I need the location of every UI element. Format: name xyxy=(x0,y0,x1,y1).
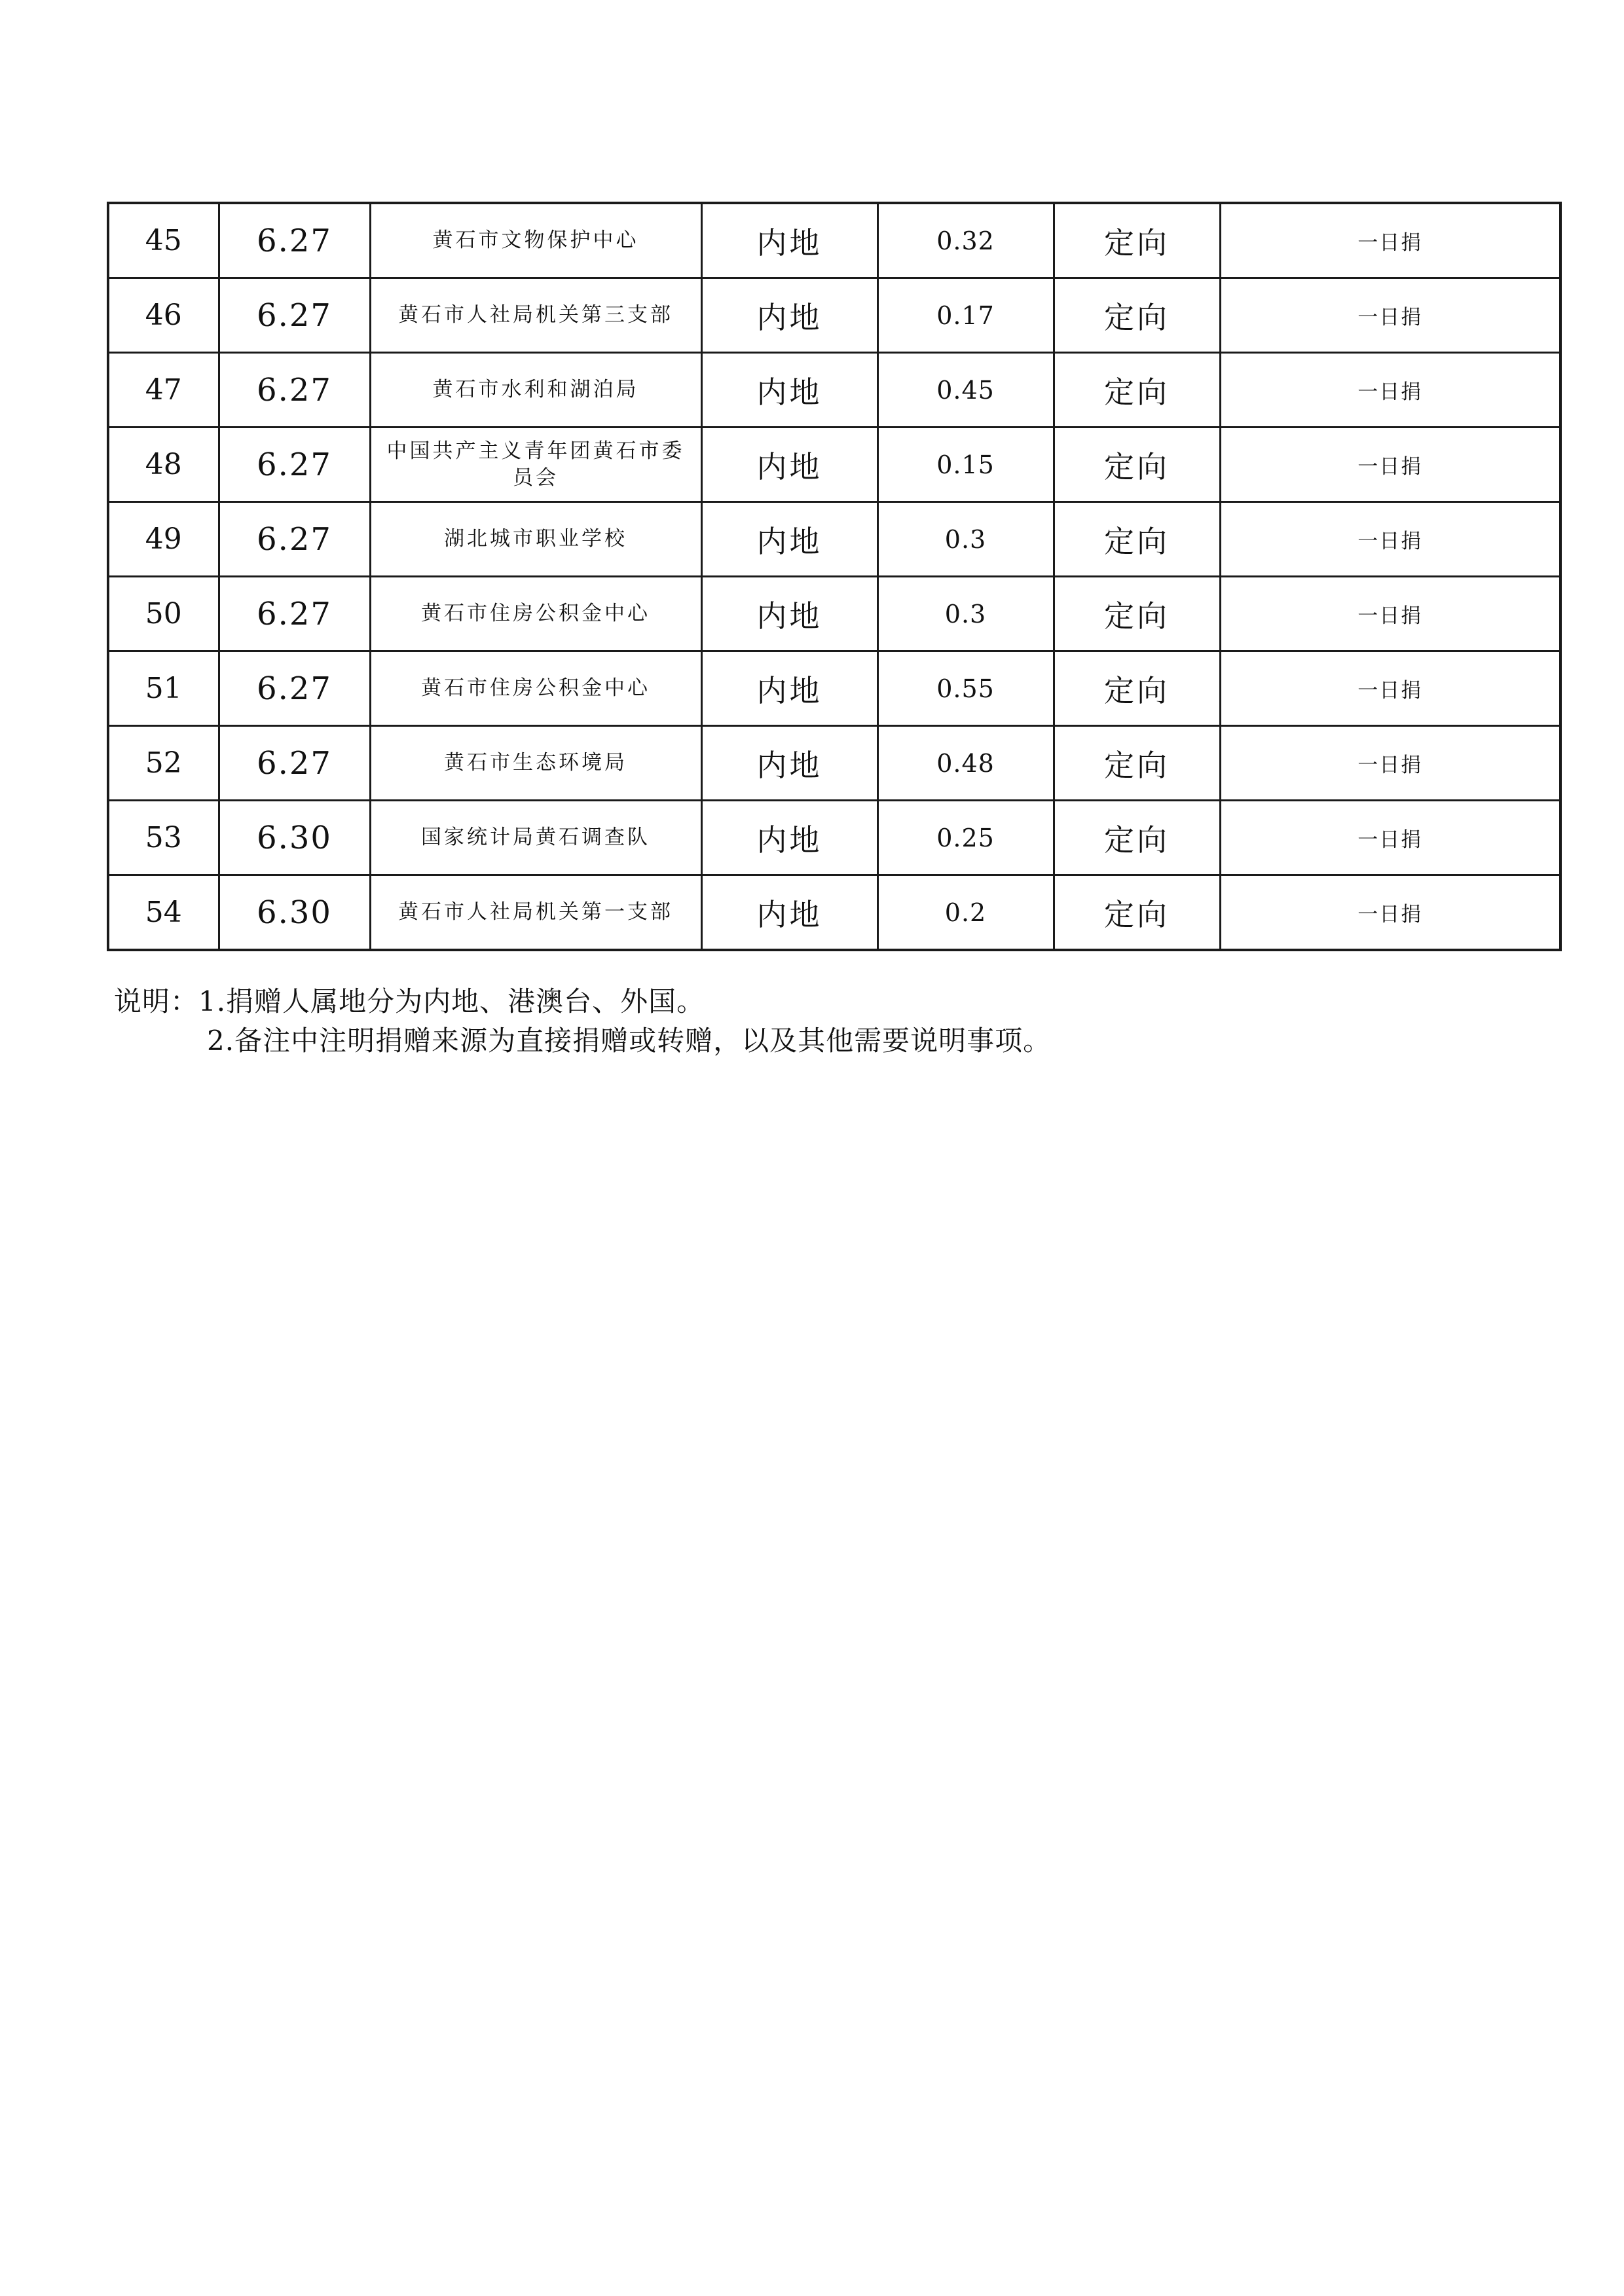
cell-region: 内地 xyxy=(701,203,877,278)
note-line-1: 说明：1.捐赠人属地分为内地、港澳台、外国。 xyxy=(114,985,705,1017)
table-row xyxy=(108,502,1560,577)
table-row xyxy=(108,428,1560,502)
cell-region: 内地 xyxy=(701,428,877,502)
cell-remark: 一日捐 xyxy=(1220,353,1560,428)
notes xyxy=(114,982,1489,1061)
cell-number: 54 xyxy=(108,875,219,951)
cell-number: 52 xyxy=(108,726,219,801)
cell-remark: 一日捐 xyxy=(1220,577,1560,651)
table-row xyxy=(108,726,1560,801)
cell-donor: 黄石市人社局机关第三支部 xyxy=(370,278,701,353)
table-row xyxy=(108,875,1560,951)
cell-remark: 一日捐 xyxy=(1220,726,1560,801)
table-row xyxy=(108,278,1560,353)
cell-donor: 黄石市住房公积金中心 xyxy=(370,577,701,651)
cell-donor: 黄石市人社局机关第一支部 xyxy=(370,875,701,951)
table-row xyxy=(108,577,1560,651)
cell-amount: 0.17 xyxy=(877,278,1054,353)
cell-region: 内地 xyxy=(701,801,877,875)
cell-number: 46 xyxy=(108,278,219,353)
cell-remark: 一日捐 xyxy=(1220,428,1560,502)
cell-number: 53 xyxy=(108,801,219,875)
cell-amount: 0.15 xyxy=(877,428,1054,502)
cell-region: 内地 xyxy=(701,502,877,577)
cell-region: 内地 xyxy=(701,278,877,353)
cell-number: 48 xyxy=(108,428,219,502)
donation-table-body xyxy=(108,203,1560,950)
cell-amount: 0.3 xyxy=(877,502,1054,577)
cell-date: 6.27 xyxy=(219,203,370,278)
cell-amount: 0.45 xyxy=(877,353,1054,428)
cell-region: 内地 xyxy=(701,726,877,801)
cell-date: 6.30 xyxy=(219,801,370,875)
table-row xyxy=(108,353,1560,428)
cell-number: 50 xyxy=(108,577,219,651)
cell-remark: 一日捐 xyxy=(1220,875,1560,951)
cell-remark: 一日捐 xyxy=(1220,278,1560,353)
cell-donor: 黄石市水利和湖泊局 xyxy=(370,353,701,428)
cell-number: 49 xyxy=(108,502,219,577)
cell-donor: 黄石市住房公积金中心 xyxy=(370,651,701,726)
donation-table xyxy=(107,202,1562,951)
cell-amount: 0.2 xyxy=(877,875,1054,951)
cell-date: 6.27 xyxy=(219,353,370,428)
cell-remark: 一日捐 xyxy=(1220,651,1560,726)
cell-donor: 黄石市文物保护中心 xyxy=(370,203,701,278)
cell-region: 内地 xyxy=(701,353,877,428)
cell-number: 51 xyxy=(108,651,219,726)
table-row xyxy=(108,801,1560,875)
cell-use: 定向 xyxy=(1054,875,1220,951)
table-row xyxy=(108,203,1560,278)
cell-region: 内地 xyxy=(701,875,877,951)
cell-date: 6.27 xyxy=(219,651,370,726)
cell-number: 47 xyxy=(108,353,219,428)
cell-date: 6.27 xyxy=(219,278,370,353)
cell-use: 定向 xyxy=(1054,502,1220,577)
cell-remark: 一日捐 xyxy=(1220,502,1560,577)
cell-use: 定向 xyxy=(1054,428,1220,502)
cell-amount: 0.32 xyxy=(877,203,1054,278)
cell-donor: 中国共产主义青年团黄石市委员会 xyxy=(370,428,701,502)
table-row xyxy=(108,651,1560,726)
cell-amount: 0.55 xyxy=(877,651,1054,726)
note-line-2: 2.备注中注明捐赠来源为直接捐赠或转赠，以及其他需要说明事项。 xyxy=(207,1025,1052,1057)
cell-region: 内地 xyxy=(701,577,877,651)
cell-date: 6.30 xyxy=(219,875,370,951)
cell-use: 定向 xyxy=(1054,278,1220,353)
cell-donor: 湖北城市职业学校 xyxy=(370,502,701,577)
cell-date: 6.27 xyxy=(219,502,370,577)
cell-use: 定向 xyxy=(1054,203,1220,278)
cell-date: 6.27 xyxy=(219,428,370,502)
cell-region: 内地 xyxy=(701,651,877,726)
cell-use: 定向 xyxy=(1054,801,1220,875)
cell-amount: 0.3 xyxy=(877,577,1054,651)
cell-amount: 0.48 xyxy=(877,726,1054,801)
cell-date: 6.27 xyxy=(219,577,370,651)
cell-remark: 一日捐 xyxy=(1220,801,1560,875)
cell-date: 6.27 xyxy=(219,726,370,801)
cell-amount: 0.25 xyxy=(877,801,1054,875)
cell-use: 定向 xyxy=(1054,577,1220,651)
cell-donor: 国家统计局黄石调查队 xyxy=(370,801,701,875)
cell-donor: 黄石市生态环境局 xyxy=(370,726,701,801)
cell-use: 定向 xyxy=(1054,353,1220,428)
cell-number: 45 xyxy=(108,203,219,278)
cell-use: 定向 xyxy=(1054,726,1220,801)
cell-use: 定向 xyxy=(1054,651,1220,726)
cell-remark: 一日捐 xyxy=(1220,203,1560,278)
